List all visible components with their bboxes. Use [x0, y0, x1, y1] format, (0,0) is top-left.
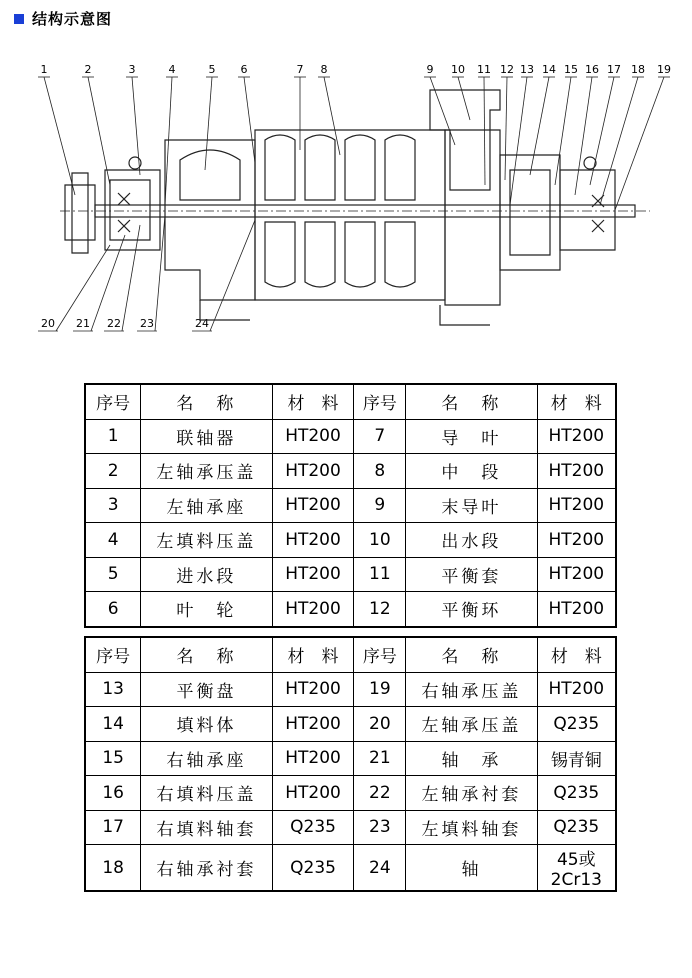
- callout-label: 1: [40, 63, 48, 76]
- material-cell: 锡青铜: [537, 741, 616, 776]
- callout-leader: [44, 77, 75, 195]
- name-cell: 填料体: [141, 707, 272, 742]
- material-cell: HT200: [272, 707, 354, 742]
- callout-label: 13: [520, 63, 534, 76]
- callout-label: 17: [607, 63, 621, 76]
- material-cell: HT200: [537, 557, 616, 592]
- header-name: 名 称: [406, 384, 537, 419]
- callout-leader: [165, 77, 172, 205]
- seq-cell: 14: [85, 707, 141, 742]
- callout-leader: [210, 220, 255, 331]
- callout-label: 6: [240, 63, 248, 76]
- name-cell: 左轴承压盖: [141, 454, 272, 489]
- seq-cell: 22: [354, 776, 406, 811]
- name-cell: 进水段: [141, 557, 272, 592]
- heading-bullet-icon: [14, 14, 24, 24]
- callout-label: 21: [76, 317, 90, 330]
- seq-cell: 8: [354, 454, 406, 489]
- seq-cell: 1: [85, 419, 141, 454]
- callout-label: 12: [500, 63, 514, 76]
- callout-label: 23: [140, 317, 154, 330]
- name-cell: 轴 承: [406, 741, 537, 776]
- coupling-outline: [65, 173, 95, 253]
- seq-cell: 13: [85, 672, 141, 707]
- material-cell: HT200: [537, 523, 616, 558]
- material-cell: HT200: [537, 592, 616, 627]
- material-cell: 45或2Cr13: [537, 845, 616, 892]
- header-seq: 序号: [85, 384, 141, 419]
- material-cell: HT200: [272, 592, 354, 627]
- table-row: [85, 776, 616, 811]
- callout-label: 11: [477, 63, 491, 76]
- parts-table-1: [84, 383, 617, 628]
- name-cell: 出水段: [406, 523, 537, 558]
- header-seq: 序号: [354, 384, 406, 419]
- material-cell: Q235: [272, 810, 354, 845]
- table-header-row: [85, 384, 616, 419]
- material-cell: HT200: [537, 419, 616, 454]
- material-cell: HT200: [272, 557, 354, 592]
- seq-cell: 21: [354, 741, 406, 776]
- header-name: 名 称: [141, 384, 272, 419]
- callout-label: 20: [41, 317, 55, 330]
- callout-leader: [88, 77, 110, 185]
- seq-cell: 10: [354, 523, 406, 558]
- heading-text: 结构示意图: [32, 10, 113, 28]
- table-row: [85, 557, 616, 592]
- material-cell: HT200: [272, 488, 354, 523]
- name-cell: 轴: [406, 845, 537, 892]
- page-heading: [14, 8, 112, 29]
- header-name: 名 称: [406, 637, 537, 672]
- material-cell: HT200: [272, 454, 354, 489]
- callout-leader: [244, 77, 255, 163]
- table-row: [85, 488, 616, 523]
- material-cell: HT200: [537, 488, 616, 523]
- material-cell: HT200: [537, 672, 616, 707]
- table-row: [85, 707, 616, 742]
- table-row: [85, 810, 616, 845]
- seq-cell: 24: [354, 845, 406, 892]
- callout-leader: [430, 77, 455, 145]
- seq-cell: 17: [85, 810, 141, 845]
- callout-label: 15: [564, 63, 578, 76]
- material-cell: HT200: [272, 741, 354, 776]
- seq-cell: 18: [85, 845, 141, 892]
- callout-label: 19: [657, 63, 671, 76]
- seq-cell: 19: [354, 672, 406, 707]
- callout-label: 3: [128, 63, 136, 76]
- material-cell: HT200: [272, 672, 354, 707]
- callout-label: 10: [451, 63, 465, 76]
- material-cell: HT200: [272, 523, 354, 558]
- name-cell: 联轴器: [141, 419, 272, 454]
- callout-leader: [205, 77, 212, 170]
- name-cell: 叶 轮: [141, 592, 272, 627]
- callout-leader: [324, 77, 340, 155]
- name-cell: 右轴承座: [141, 741, 272, 776]
- name-cell: 平衡环: [406, 592, 537, 627]
- seq-cell: 2: [85, 454, 141, 489]
- material-cell: HT200: [272, 419, 354, 454]
- callout-label: 5: [208, 63, 216, 76]
- material-cell: HT200: [537, 454, 616, 489]
- header-name: 名 称: [141, 637, 272, 672]
- seq-cell: 11: [354, 557, 406, 592]
- name-cell: 左填料压盖: [141, 523, 272, 558]
- callout-leader: [510, 77, 527, 205]
- seq-cell: 9: [354, 488, 406, 523]
- callout-leader: [530, 77, 549, 175]
- callout-leader: [555, 77, 571, 185]
- material-cell: Q235: [537, 776, 616, 811]
- callout-leader: [615, 77, 664, 210]
- header-seq: 序号: [354, 637, 406, 672]
- material-cell: Q235: [537, 707, 616, 742]
- callout-leader: [458, 77, 470, 120]
- table-row: [85, 672, 616, 707]
- name-cell: 右填料压盖: [141, 776, 272, 811]
- callout-label: 18: [631, 63, 645, 76]
- header-material: 材 料: [537, 384, 616, 419]
- table-header-row: [85, 637, 616, 672]
- name-cell: 中 段: [406, 454, 537, 489]
- parts-table-2: [84, 636, 617, 892]
- callout-label: 16: [585, 63, 599, 76]
- table-row: [85, 523, 616, 558]
- seq-cell: 4: [85, 523, 141, 558]
- material-cell: Q235: [272, 845, 354, 892]
- name-cell: 左填料轴套: [406, 810, 537, 845]
- name-cell: 导 叶: [406, 419, 537, 454]
- callout-label: 14: [542, 63, 556, 76]
- seq-cell: 15: [85, 741, 141, 776]
- header-material: 材 料: [272, 637, 354, 672]
- seq-cell: 20: [354, 707, 406, 742]
- table-row: [85, 454, 616, 489]
- seq-cell: 7: [354, 419, 406, 454]
- name-cell: 左轴承衬套: [406, 776, 537, 811]
- name-cell: 平衡盘: [141, 672, 272, 707]
- name-cell: 右轴承衬套: [141, 845, 272, 892]
- material-cell: HT200: [272, 776, 354, 811]
- seq-cell: 12: [354, 592, 406, 627]
- pump-structure-drawing: [0, 45, 692, 345]
- seq-cell: 23: [354, 810, 406, 845]
- table-row: [85, 592, 616, 627]
- callout-label: 2: [84, 63, 92, 76]
- callout-label: 24: [195, 317, 209, 330]
- callout-label: 22: [107, 317, 121, 330]
- callout-leader: [575, 77, 592, 195]
- callout-leader: [122, 225, 140, 331]
- seq-cell: 3: [85, 488, 141, 523]
- callout-label: 7: [296, 63, 304, 76]
- callout-leader: [600, 77, 638, 205]
- callout-leader: [484, 77, 485, 185]
- name-cell: 右轴承压盖: [406, 672, 537, 707]
- callout-leader: [505, 77, 507, 180]
- seq-cell: 16: [85, 776, 141, 811]
- callout-label: 4: [168, 63, 176, 76]
- table-row: [85, 419, 616, 454]
- table-row: [85, 741, 616, 776]
- name-cell: 平衡套: [406, 557, 537, 592]
- callout-label: 9: [426, 63, 434, 76]
- name-cell: 末导叶: [406, 488, 537, 523]
- callout-leader: [132, 77, 140, 175]
- header-seq: 序号: [85, 637, 141, 672]
- material-cell: Q235: [537, 810, 616, 845]
- name-cell: 右填料轴套: [141, 810, 272, 845]
- header-material: 材 料: [537, 637, 616, 672]
- table-row: [85, 845, 616, 892]
- header-material: 材 料: [272, 384, 354, 419]
- name-cell: 左轴承压盖: [406, 707, 537, 742]
- seq-cell: 6: [85, 592, 141, 627]
- name-cell: 左轴承座: [141, 488, 272, 523]
- seq-cell: 5: [85, 557, 141, 592]
- callout-label: 8: [320, 63, 328, 76]
